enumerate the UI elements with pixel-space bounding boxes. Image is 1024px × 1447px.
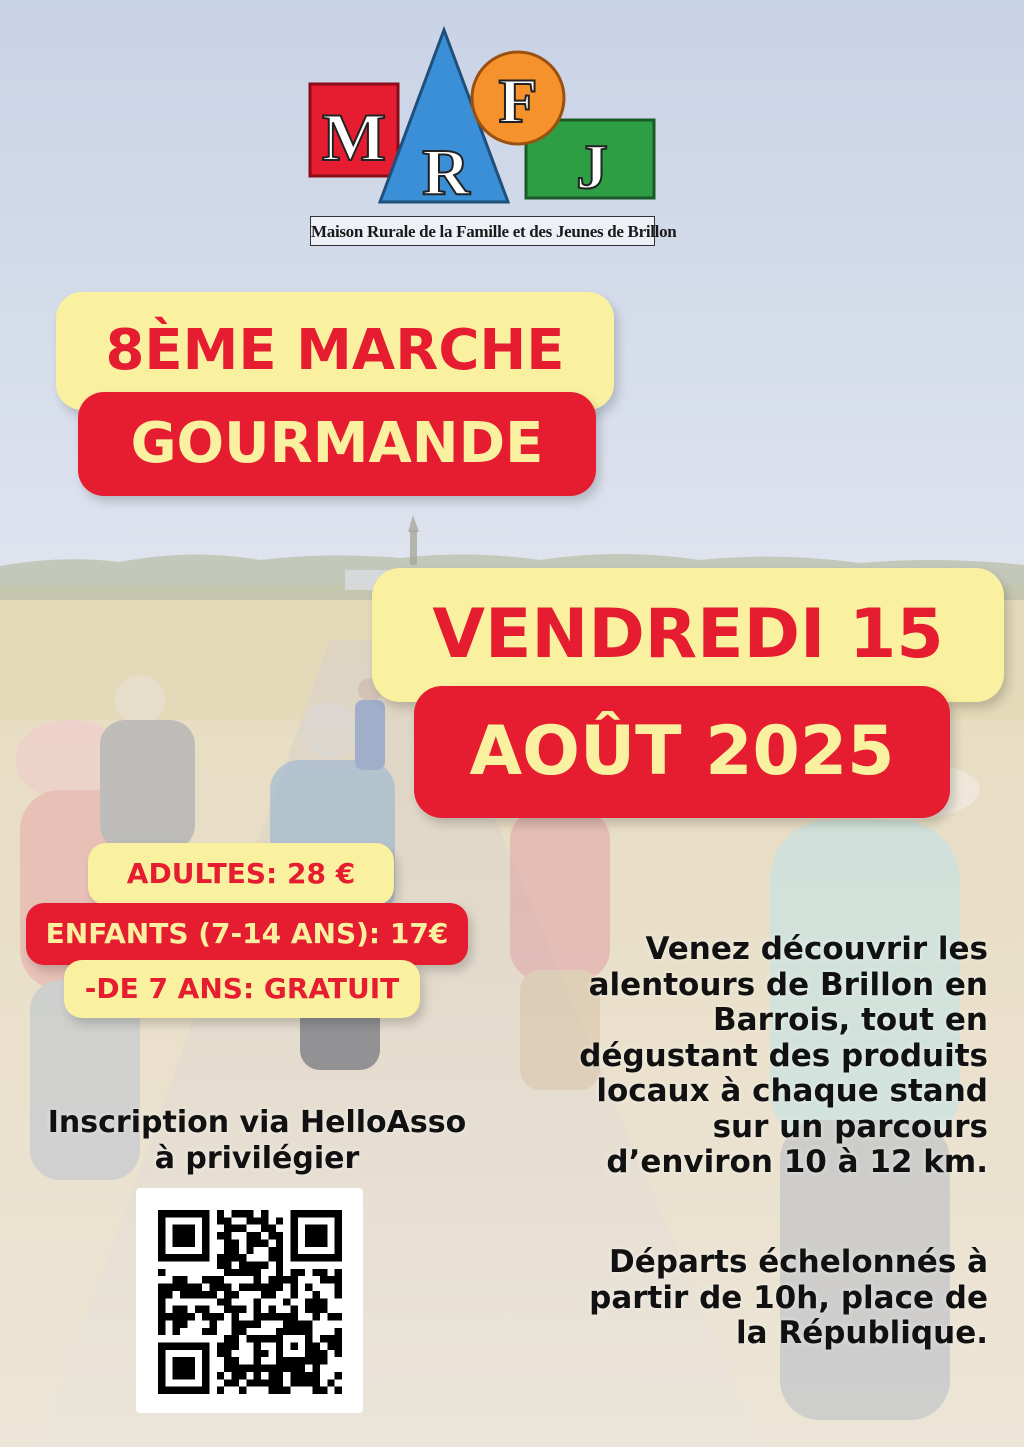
logo-caption: Maison Rurale de la Famille et des Jeunes de Brillon — [310, 216, 655, 246]
description-line: alentours de Brillon en — [588, 966, 988, 1003]
price-under-7: -DE 7 ANS: GRATUIT — [64, 960, 420, 1018]
departures-line: Départs échelonnés à — [609, 1244, 988, 1280]
title-line-1: 8ÈME MARCHE — [56, 292, 614, 410]
registration-line-1: Inscription via HelloAsso — [47, 1105, 467, 1140]
qr-code-card[interactable] — [136, 1188, 363, 1413]
description-line: sur un parcours — [712, 1108, 988, 1145]
departures-line: partir de 10h, place de — [589, 1279, 988, 1316]
description-line: dégustant des produits — [579, 1037, 988, 1074]
price-adults: ADULTES: 28 € — [88, 843, 394, 905]
description-line: Barrois, tout en — [713, 1002, 988, 1038]
price-children: ENFANTS (7-14 ANS): 17€ — [26, 903, 468, 965]
registration-line-2: à privilégier — [154, 1141, 360, 1176]
qr-code-icon[interactable] — [158, 1210, 342, 1394]
logo-letter-j: J — [576, 131, 608, 202]
description-text — [520, 932, 988, 1181]
date-line-1: VENDREDI 15 — [372, 568, 1004, 702]
registration-text — [22, 1105, 492, 1177]
description-line: Venez découvrir les — [645, 931, 988, 967]
logo-letter-m: M — [321, 99, 387, 175]
logo-letter-r: R — [422, 136, 470, 209]
date-line-2: AOÛT 2025 — [414, 686, 950, 818]
departures-text — [520, 1245, 988, 1352]
title-line-2: GOURMANDE — [78, 392, 596, 496]
logo-letter-f: F — [498, 65, 538, 136]
description-line: d’environ 10 à 12 km. — [606, 1144, 988, 1180]
mrfj-logo — [300, 22, 677, 247]
departures-line: la République. — [736, 1315, 988, 1351]
description-line: locaux à chaque stand — [596, 1073, 988, 1109]
